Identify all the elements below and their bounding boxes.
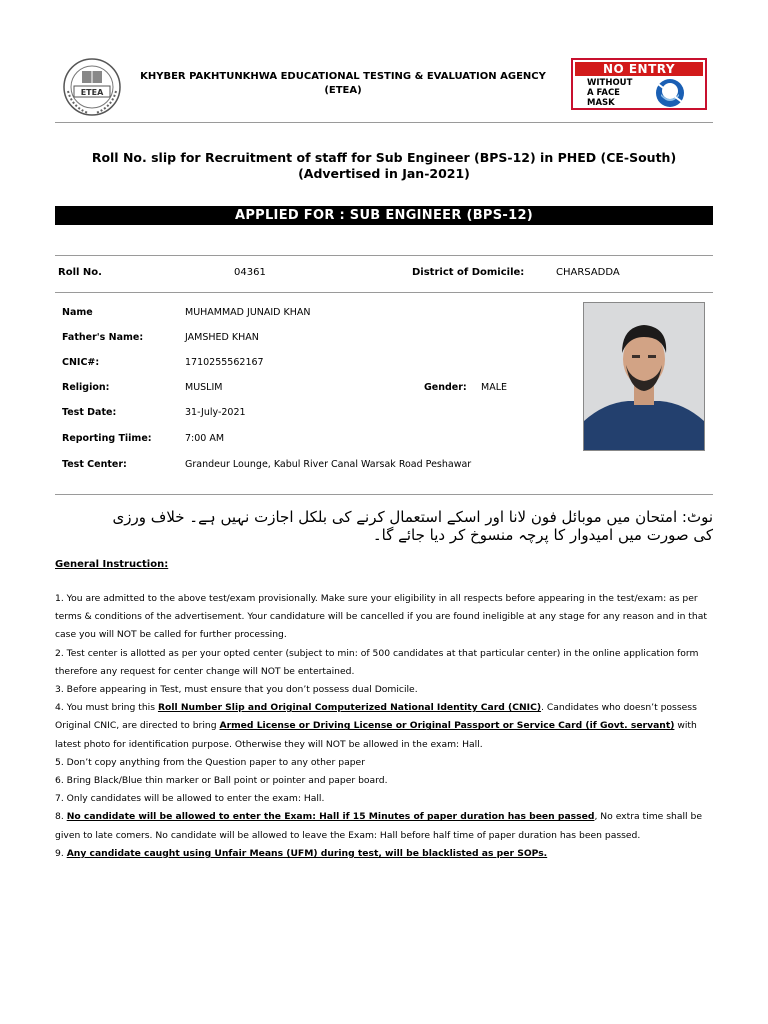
instruction-item: 3. Before appearing in Test, must ensure that you don’t possess dual Domicile.: [55, 684, 418, 696]
urdu-note: نوٹ: امتحان میں موبائل فون لانا اور اسکے استعمال کرنے کی بلکل اجازت نہیں ہے۔ خلاف ورزی کی صورت میں امیدوار کا پرچہ منسوخ کر دیا جائے گا۔: [112, 508, 713, 544]
detail-label: Religion:: [62, 382, 110, 393]
applied-for-banner: APPLIED FOR : SUB ENGINEER (BPS-12): [55, 206, 713, 225]
detail-value: MUHAMMAD JUNAID KHAN: [185, 307, 311, 318]
instruction-item: 8. No candidate will be allowed to enter the Exam: Hall if 15 Minutes of paper duration has been passed, No extra time shall be given to late comers. No candidate will be allowed to leave the Exam: Hall before half time of paper duration has been passed.: [55, 811, 702, 841]
detail-label: Reporting Tiime:: [62, 433, 152, 444]
detail-label: Test Center:: [62, 459, 127, 470]
logo-text: ETEA: [80, 88, 104, 97]
page-title: Roll No. slip for Recruitment of staff for Sub Engineer (BPS-12) in PHED (CE-South) (Advertised in Jan-2021): [91, 150, 677, 181]
instruction-item: 1. You are admitted to the above test/exam provisionally. Make sure your eligibility in all respects before appearing in the test/exam: as per terms & conditions of the advertisement. Your candidature will be cancelled if you are found ineligible at any stage for any reason and in that case you will NOT be called for further processing.: [55, 593, 707, 641]
etea-logo: [60, 57, 124, 117]
mask-banner: NO ENTRY: [575, 62, 703, 76]
agency-name: [128, 70, 558, 98]
agency-line-1: KHYBER PAKHTUNKHWA EDUCATIONAL TESTING & EVALUATION AGENCY: [140, 71, 546, 82]
mask-text: WITHOUT A FACE MASK: [587, 78, 633, 108]
detail-label: Father's Name:: [62, 332, 144, 343]
agency-line-2: (ETEA): [324, 85, 362, 96]
face-mask-icon: [649, 78, 691, 108]
detail-value: 7:00 AM: [185, 433, 225, 444]
gender-label: Gender:: [424, 382, 467, 393]
divider-top: [55, 255, 713, 256]
detail-label: CNIC#:: [62, 357, 100, 368]
divider-details: [55, 494, 713, 495]
instruction-item: 6. Bring Black/Blue thin marker or Ball point or pointer and paper board.: [55, 775, 388, 787]
detail-value: Grandeur Lounge, Kabul River Canal Warsak Road Peshawar: [185, 459, 472, 470]
detail-value: 1710255562167: [185, 357, 264, 368]
detail-value: MUSLIM: [185, 382, 223, 393]
detail-value: JAMSHED KHAN: [185, 332, 259, 343]
domicile-label: District of Domicile:: [412, 267, 525, 278]
detail-label: Name: [62, 307, 93, 318]
detail-value: 31-July-2021: [185, 407, 246, 418]
instructions-list: [55, 590, 715, 863]
detail-label: Test Date:: [62, 407, 117, 418]
instruction-item: 4. You must bring this Roll Number Slip and Original Computerized National Identity Card (CNIC). Candidates who doesn’t possess Original CNIC, are directed to bring Armed License or Driving License or Original Passport or Service Card (if Govt. servant) with latest photo for identification purpose. Otherwise they will NOT be allowed in the exam: Hall.: [55, 702, 697, 750]
roll-label: Roll No.: [58, 267, 102, 278]
divider-roll: [55, 292, 713, 293]
roll-value: 04361: [234, 267, 266, 278]
no-entry-mask-sign: [571, 58, 707, 110]
header-divider: [55, 122, 713, 123]
instruction-item: 9. Any candidate caught using Unfair Means (UFM) during test, will be blacklisted as per SOPs.: [55, 847, 548, 859]
domicile-value: CHARSADDA: [556, 267, 620, 278]
instruction-item: 7. Only candidates will be allowed to enter the exam: Hall.: [55, 793, 325, 805]
gender-value: MALE: [481, 382, 507, 393]
instruction-item: 2. Test center is allotted as per your opted center (subject to min: of 500 candidates at that particular center) in the online application form therefore any request for center change will NOT be entertained.: [55, 647, 699, 677]
instruction-item: 5. Don’t copy anything from the Question paper to any other paper: [55, 756, 365, 768]
instructions-heading: General Instruction:: [55, 559, 169, 570]
candidate-photo: [583, 302, 705, 451]
